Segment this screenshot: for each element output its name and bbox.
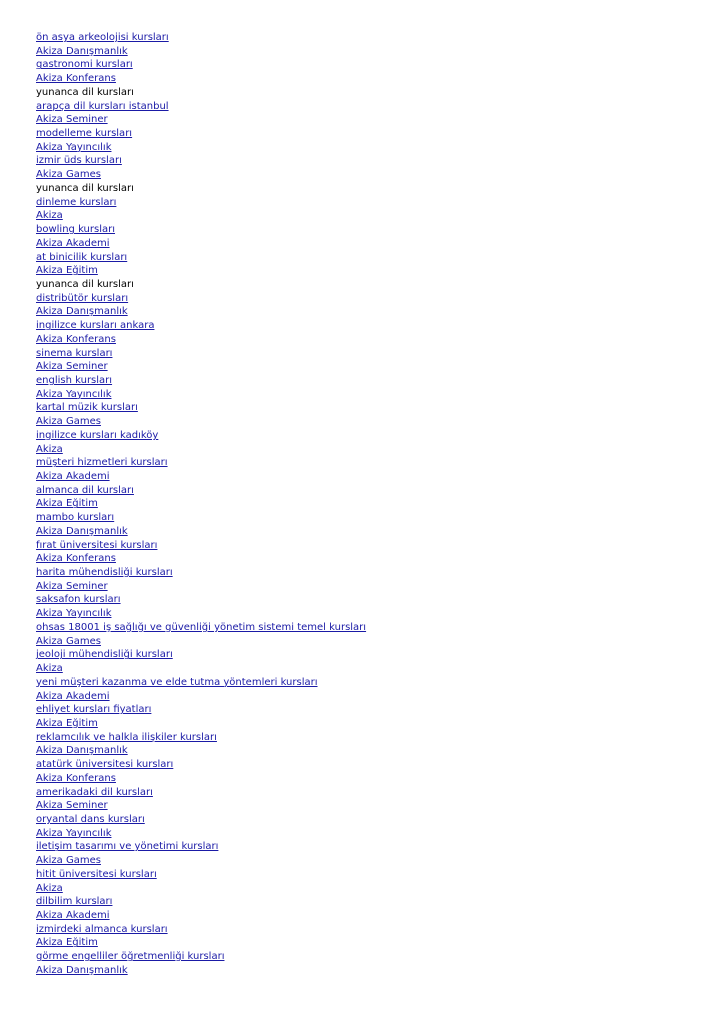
list-item: [36, 278, 366, 292]
list-item[interactable]: [36, 758, 366, 772]
list-item-link[interactable]: Akiza Akademi: [36, 471, 110, 482]
list-item-link[interactable]: Akiza Games: [36, 416, 101, 428]
list-item-link[interactable]: Akiza Seminer: [36, 800, 108, 812]
list-item[interactable]: [36, 744, 366, 758]
list-item[interactable]: [36, 909, 366, 923]
list-item[interactable]: [36, 525, 366, 539]
list-item-link[interactable]: Akiza Danışmanlık: [36, 306, 128, 318]
list-item[interactable]: [36, 593, 366, 607]
list-item-link[interactable]: görme engelliler öğretmenliği kursları: [36, 951, 225, 963]
list-item-link[interactable]: Akiza Danışmanlık: [36, 525, 128, 537]
list-item[interactable]: [36, 964, 366, 978]
list-item-link[interactable]: Akiza: [36, 663, 63, 675]
link-list: [36, 31, 366, 978]
list-item[interactable]: [36, 292, 366, 306]
list-item-link[interactable]: bowling kursları: [36, 224, 116, 236]
list-item-link[interactable]: Akiza Games: [36, 169, 101, 181]
list-item[interactable]: [36, 580, 366, 594]
list-item[interactable]: [36, 731, 366, 745]
list-item-link[interactable]: müşteri hizmetleri kursları: [36, 457, 168, 469]
list-item[interactable]: [36, 347, 366, 361]
list-item-link[interactable]: Akiza Danışmanlık: [36, 45, 128, 57]
list-item[interactable]: [36, 305, 366, 319]
list-item-link[interactable]: amerikadaki dil kursları: [36, 786, 153, 798]
list-item-link[interactable]: Akiza Konferans: [36, 553, 116, 565]
list-item-link[interactable]: iletişim tasarımı ve yönetimi kursları: [36, 841, 219, 853]
list-item[interactable]: [36, 429, 366, 443]
list-item-link[interactable]: Akiza Seminer: [36, 580, 108, 592]
list-item-link[interactable]: fırat üniversitesi kursları: [36, 539, 158, 551]
list-item-link[interactable]: ohsas 18001 iş sağlığı ve güvenliği yönetim sistemi temel kursları: [36, 621, 367, 633]
list-item-link[interactable]: Akiza Akademi: [36, 910, 110, 921]
list-item-link[interactable]: Akiza Eğitim: [36, 937, 98, 949]
list-item-link[interactable]: ingilizce kursları kadıköy: [36, 429, 159, 441]
list-item-link[interactable]: Akiza Konferans: [36, 73, 116, 85]
list-item-text: yunanca dil kursları: [36, 182, 134, 194]
list-item[interactable]: [36, 936, 366, 950]
list-item-link[interactable]: Akiza Seminer: [36, 361, 108, 373]
list-item[interactable]: [36, 717, 366, 731]
list-item[interactable]: [36, 607, 366, 621]
list-item[interactable]: [36, 662, 366, 676]
list-item-link[interactable]: reklamcılık ve halkla ilişkiler kursları: [36, 731, 217, 743]
list-item[interactable]: [36, 237, 366, 251]
list-item[interactable]: [36, 209, 366, 223]
list-item-link[interactable]: saksafon kursları: [36, 594, 121, 606]
list-item[interactable]: [36, 511, 366, 525]
list-item[interactable]: [36, 141, 366, 155]
list-item[interactable]: [36, 923, 366, 937]
list-item-link[interactable]: sinema kursları: [36, 347, 113, 359]
list-item-link[interactable]: arapça dil kursları istanbul: [36, 100, 169, 112]
list-item-link[interactable]: Akiza Seminer: [36, 114, 108, 126]
list-item[interactable]: [36, 401, 366, 415]
list-item-link[interactable]: Akiza Eğitim: [36, 717, 98, 729]
list-item-link[interactable]: Akiza Games: [36, 855, 101, 867]
list-item[interactable]: [36, 703, 366, 717]
list-item[interactable]: [36, 113, 366, 127]
list-item-link[interactable]: almanca dil kursları: [36, 484, 134, 496]
list-item-link[interactable]: yeni müşteri kazanma ve elde tutma yöntemleri kursları: [36, 676, 318, 688]
list-item-link[interactable]: harita mühendisliği kursları: [36, 567, 173, 579]
list-item[interactable]: [36, 470, 366, 484]
list-item[interactable]: [36, 497, 366, 511]
list-item[interactable]: [36, 154, 366, 168]
list-item-link[interactable]: oryantal dans kursları: [36, 813, 145, 825]
list-item[interactable]: [36, 786, 366, 800]
list-item[interactable]: [36, 484, 366, 498]
list-item-link[interactable]: Akiza Konferans: [36, 772, 116, 784]
list-item[interactable]: [36, 45, 366, 59]
list-item[interactable]: [36, 388, 366, 402]
list-item[interactable]: [36, 635, 366, 649]
list-item-link[interactable]: Akiza Akademi: [36, 690, 110, 702]
list-item-link[interactable]: Akiza Eğitim: [36, 498, 98, 510]
list-item-link[interactable]: ön asya arkeolojisi kursları: [36, 32, 169, 43]
list-item-link[interactable]: kartal müzik kursları: [36, 402, 138, 414]
list-item[interactable]: [36, 31, 366, 45]
list-item: [36, 182, 366, 196]
list-item[interactable]: [36, 456, 366, 470]
list-item-link[interactable]: Akiza Konferans: [36, 333, 116, 345]
list-item[interactable]: [36, 690, 366, 704]
list-item-link[interactable]: Akiza: [36, 882, 63, 894]
list-item[interactable]: [36, 539, 366, 553]
list-item-link[interactable]: gastronomi kursları: [36, 59, 133, 71]
list-item-link[interactable]: jeoloji mühendisliği kursları: [36, 649, 173, 661]
list-item[interactable]: [36, 443, 366, 457]
list-item-link[interactable]: Akiza Eğitim: [36, 265, 98, 277]
list-item-link[interactable]: Akiza Danışmanlık: [36, 745, 128, 757]
list-item-link[interactable]: izmir üds kursları: [36, 155, 122, 167]
list-item-link[interactable]: Akiza Yayıncılık: [36, 608, 112, 620]
list-item[interactable]: [36, 882, 366, 896]
list-item-link[interactable]: hitit üniversitesi kursları: [36, 868, 157, 880]
list-item-text: yunanca dil kursları: [36, 278, 134, 290]
list-item-link[interactable]: dilbilim kursları: [36, 896, 113, 908]
list-item[interactable]: [36, 264, 366, 278]
list-item-link[interactable]: dinleme kursları: [36, 196, 117, 208]
list-item-link[interactable]: ehliyet kursları fiyatları: [36, 704, 152, 716]
list-item[interactable]: [36, 72, 366, 86]
list-item-link[interactable]: distribütör kursları: [36, 292, 129, 304]
list-item[interactable]: [36, 58, 366, 72]
list-item[interactable]: [36, 552, 366, 566]
list-item-link[interactable]: ingilizce kursları ankara: [36, 320, 155, 332]
list-item[interactable]: [36, 100, 366, 114]
list-item[interactable]: [36, 827, 366, 841]
list-item-link[interactable]: at binicilik kursları: [36, 251, 128, 263]
list-item[interactable]: [36, 895, 366, 909]
list-item[interactable]: [36, 840, 366, 854]
list-item-link[interactable]: modelleme kursları: [36, 128, 133, 140]
list-item[interactable]: [36, 360, 366, 374]
list-item[interactable]: [36, 868, 366, 882]
list-item-link[interactable]: Akiza Yayıncılık: [36, 141, 112, 153]
list-item[interactable]: [36, 813, 366, 827]
list-item[interactable]: [36, 621, 366, 635]
list-item: [36, 86, 366, 100]
list-item-link[interactable]: izmirdeki almanca kursları: [36, 923, 168, 935]
list-item[interactable]: [36, 676, 366, 690]
list-item-link[interactable]: Akiza Games: [36, 635, 101, 647]
list-item-link[interactable]: Akiza Danışmanlık: [36, 964, 128, 976]
list-item[interactable]: [36, 799, 366, 813]
list-item-link[interactable]: english kursları: [36, 374, 113, 386]
list-item[interactable]: [36, 251, 366, 265]
list-item-link[interactable]: atatürk üniversitesi kursları: [36, 759, 174, 771]
list-item-link[interactable]: mambo kursları: [36, 512, 115, 524]
list-item[interactable]: [36, 374, 366, 388]
list-item-link[interactable]: Akiza Yayıncılık: [36, 827, 112, 839]
list-item[interactable]: [36, 415, 366, 429]
list-item[interactable]: [36, 127, 366, 141]
list-item[interactable]: [36, 566, 366, 580]
list-item[interactable]: [36, 319, 366, 333]
list-item[interactable]: [36, 223, 366, 237]
list-item-link[interactable]: Akiza: [36, 210, 63, 222]
list-item[interactable]: [36, 168, 366, 182]
list-item[interactable]: [36, 772, 366, 786]
list-item[interactable]: [36, 333, 366, 347]
list-item[interactable]: [36, 854, 366, 868]
list-item[interactable]: [36, 648, 366, 662]
list-item-link[interactable]: Akiza: [36, 443, 63, 455]
list-item[interactable]: [36, 950, 366, 964]
list-item[interactable]: [36, 196, 366, 210]
list-item-link[interactable]: Akiza Yayıncılık: [36, 388, 112, 400]
list-item-link[interactable]: Akiza Akademi: [36, 237, 110, 249]
list-item-text: yunanca dil kursları: [36, 86, 134, 98]
